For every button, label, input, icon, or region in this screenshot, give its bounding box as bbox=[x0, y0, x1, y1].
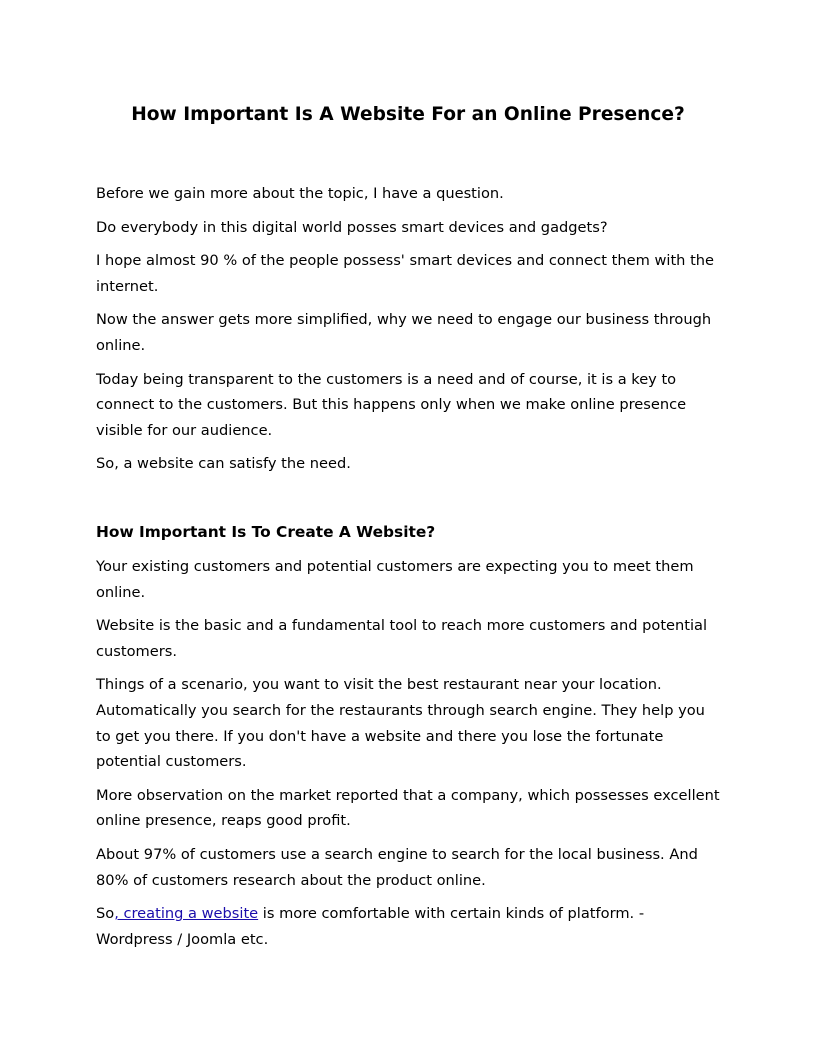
final-paragraph-prefix: So bbox=[96, 905, 115, 923]
final-paragraph-suffix: is more comfortable with certain kinds of platform. - Wordpress / Joomla etc. bbox=[96, 905, 645, 948]
final-paragraph bbox=[96, 901, 720, 952]
intro-paragraph-6: So, a website can satisfy the need. bbox=[96, 455, 351, 473]
website-section bbox=[96, 520, 720, 960]
intro-paragraph-5: Today being transparent to the customers is a need and of course, it is a key to connect to the customers. But this happens only when we make online presence visible for our audience. bbox=[96, 370, 687, 439]
creating-website-link[interactable]: , creating a website bbox=[114, 905, 259, 923]
intro-section bbox=[96, 181, 720, 485]
section-paragraph-1: Your existing customers and potential customers are expecting you to meet them online. bbox=[96, 558, 694, 601]
intro-paragraph-4: Now the answer gets more simplified, why we need to engage our business through online. bbox=[96, 311, 712, 354]
section-paragraph-5: About 97% of customers use a search engine to search for the local business. And 80% of customers research about the product online. bbox=[96, 845, 698, 889]
section-heading: How Important Is To Create A Website? bbox=[96, 523, 436, 541]
intro-paragraph-3: I hope almost 90 % of the people possess' smart devices and connect them with the internet. bbox=[96, 252, 715, 295]
section-paragraph-2: Website is the basic and a fundamental tool to reach more customers and potential customers. bbox=[96, 617, 708, 660]
section-paragraph-3: Things of a scenario, you want to visit the best restaurant near your location. Automatically you search for the restaurants through search engine. They help you to get you there. If you don't have a website and there you lose the fortunate potential customers. bbox=[96, 676, 705, 771]
intro-paragraph-1: Before we gain more about the topic, I have a question. bbox=[96, 185, 504, 202]
intro-paragraph-2: Do everybody in this digital world posses smart devices and gadgets? bbox=[96, 218, 608, 236]
section-paragraph-4: More observation on the market reported that a company, which possesses excellent online presence, reaps good profit. bbox=[96, 786, 720, 830]
document-title: How Important Is A Website For an Online Presence? bbox=[131, 104, 685, 125]
